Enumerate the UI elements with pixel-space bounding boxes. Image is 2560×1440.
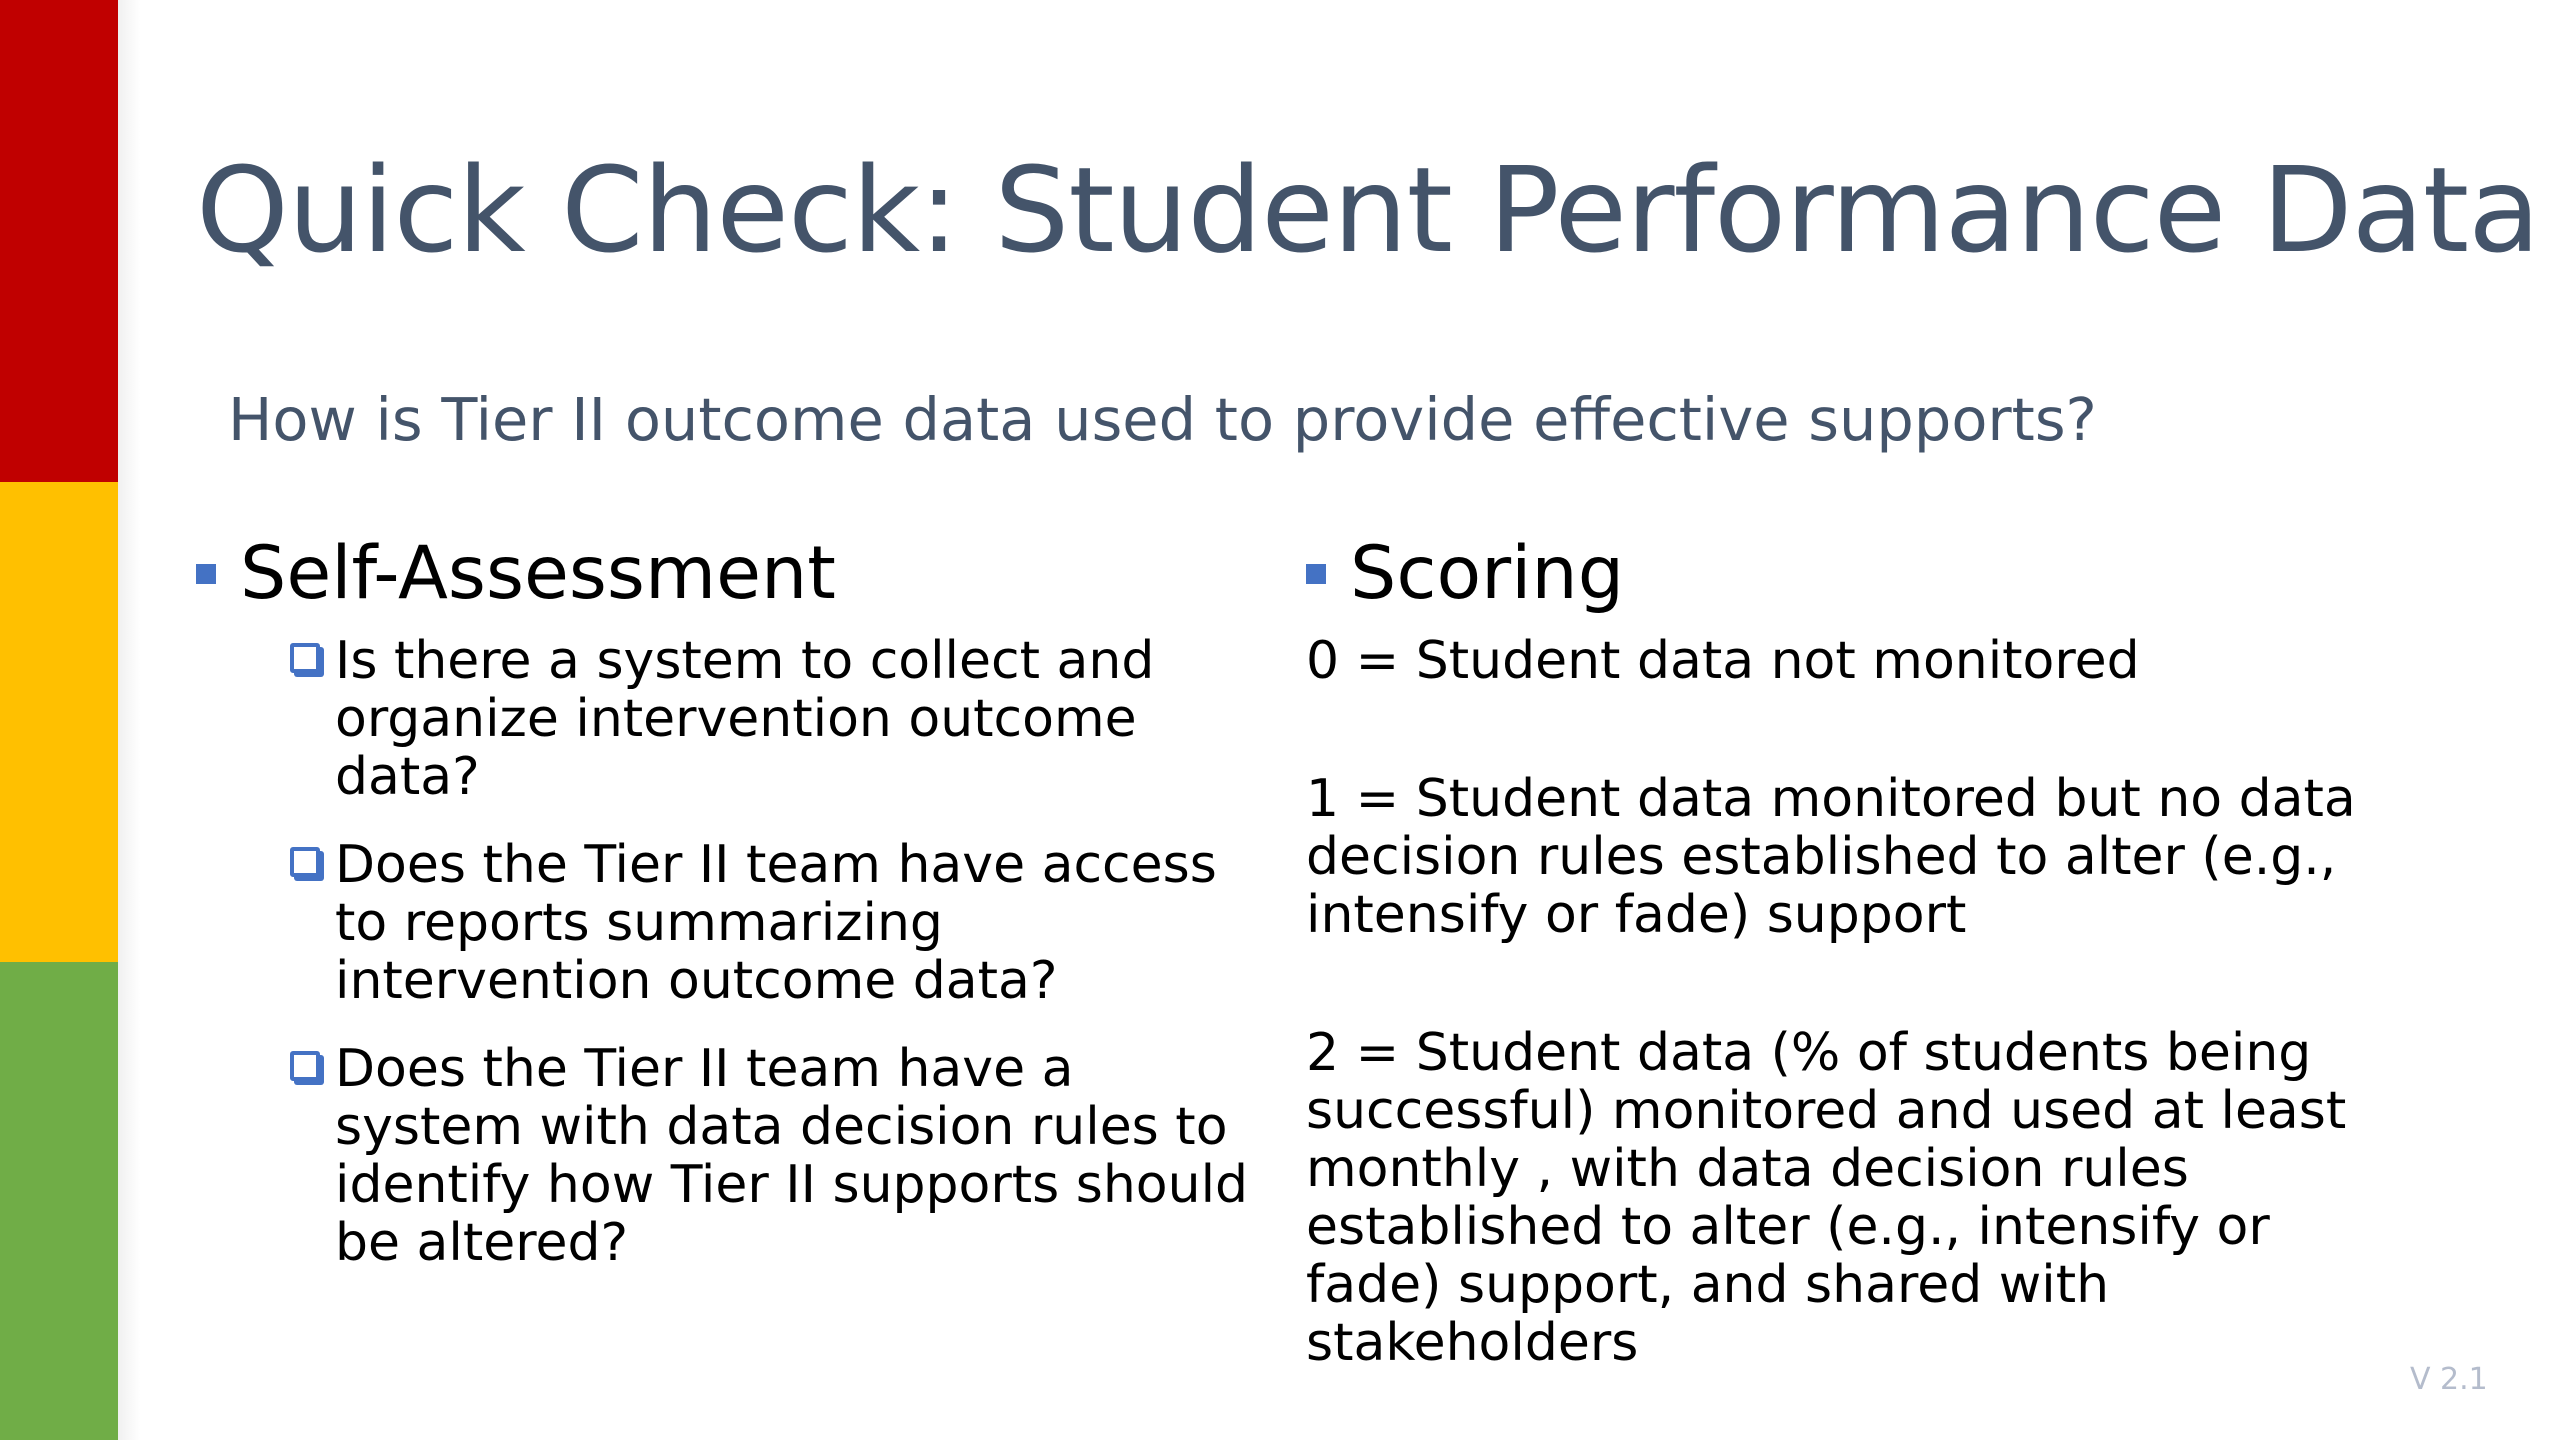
- checkbox-bullet-icon: [290, 847, 320, 877]
- slide-subtitle: How is Tier II outcome data used to provide effective supports?: [228, 385, 2097, 454]
- list-item: [290, 836, 1266, 1010]
- score-item-2: 2 = Student data (% of students being successful) monitored and used at least monthly , with data decision rules established to alter (e.g., intensify or fade) support, and shared with stakeholders: [1306, 1022, 2347, 1373]
- color-side-bar: [0, 0, 118, 1440]
- list-item: [290, 632, 1266, 806]
- score-item-0: 0 = Student data not monitored: [1306, 630, 2140, 691]
- scoring-column: [1306, 530, 2396, 1372]
- self-assessment-column: [196, 530, 1266, 1302]
- scoring-heading-text: Scoring: [1350, 531, 1625, 616]
- side-bar-green-segment: [0, 962, 118, 1440]
- square-bullet-icon: [1306, 564, 1326, 584]
- self-assessment-heading-text: Self-Assessment: [240, 531, 836, 616]
- side-bar-yellow-segment: [0, 482, 118, 962]
- checkbox-bullet-icon: [290, 1051, 320, 1081]
- checkbox-bullet-icon: [290, 643, 320, 673]
- score-item-1: 1 = Student data monitored but no data decision rules established to alter (e.g., intensify or fade) support: [1306, 768, 2356, 945]
- side-bar-red-segment: [0, 0, 118, 482]
- self-assessment-list: [196, 632, 1266, 1272]
- scoring-heading: [1306, 530, 2396, 618]
- slide-title: Quick Check: Student Performance Data: [196, 141, 2540, 279]
- square-bullet-icon: [196, 564, 216, 584]
- self-assessment-item-text: Is there a system to collect and organize intervention outcome data?: [335, 630, 1155, 807]
- self-assessment-item-text: Does the Tier II team have access to reports summarizing intervention outcome data?: [335, 834, 1217, 1011]
- list-item: [290, 1040, 1266, 1272]
- version-label: V 2.1: [2410, 1362, 2488, 1397]
- self-assessment-item-text: Does the Tier II team have a system with data decision rules to identify how Tier II supports should be altered?: [335, 1038, 1249, 1273]
- side-bar-shadow: [118, 0, 140, 1440]
- scoring-list: [1306, 632, 2396, 1372]
- self-assessment-heading: [196, 530, 1266, 618]
